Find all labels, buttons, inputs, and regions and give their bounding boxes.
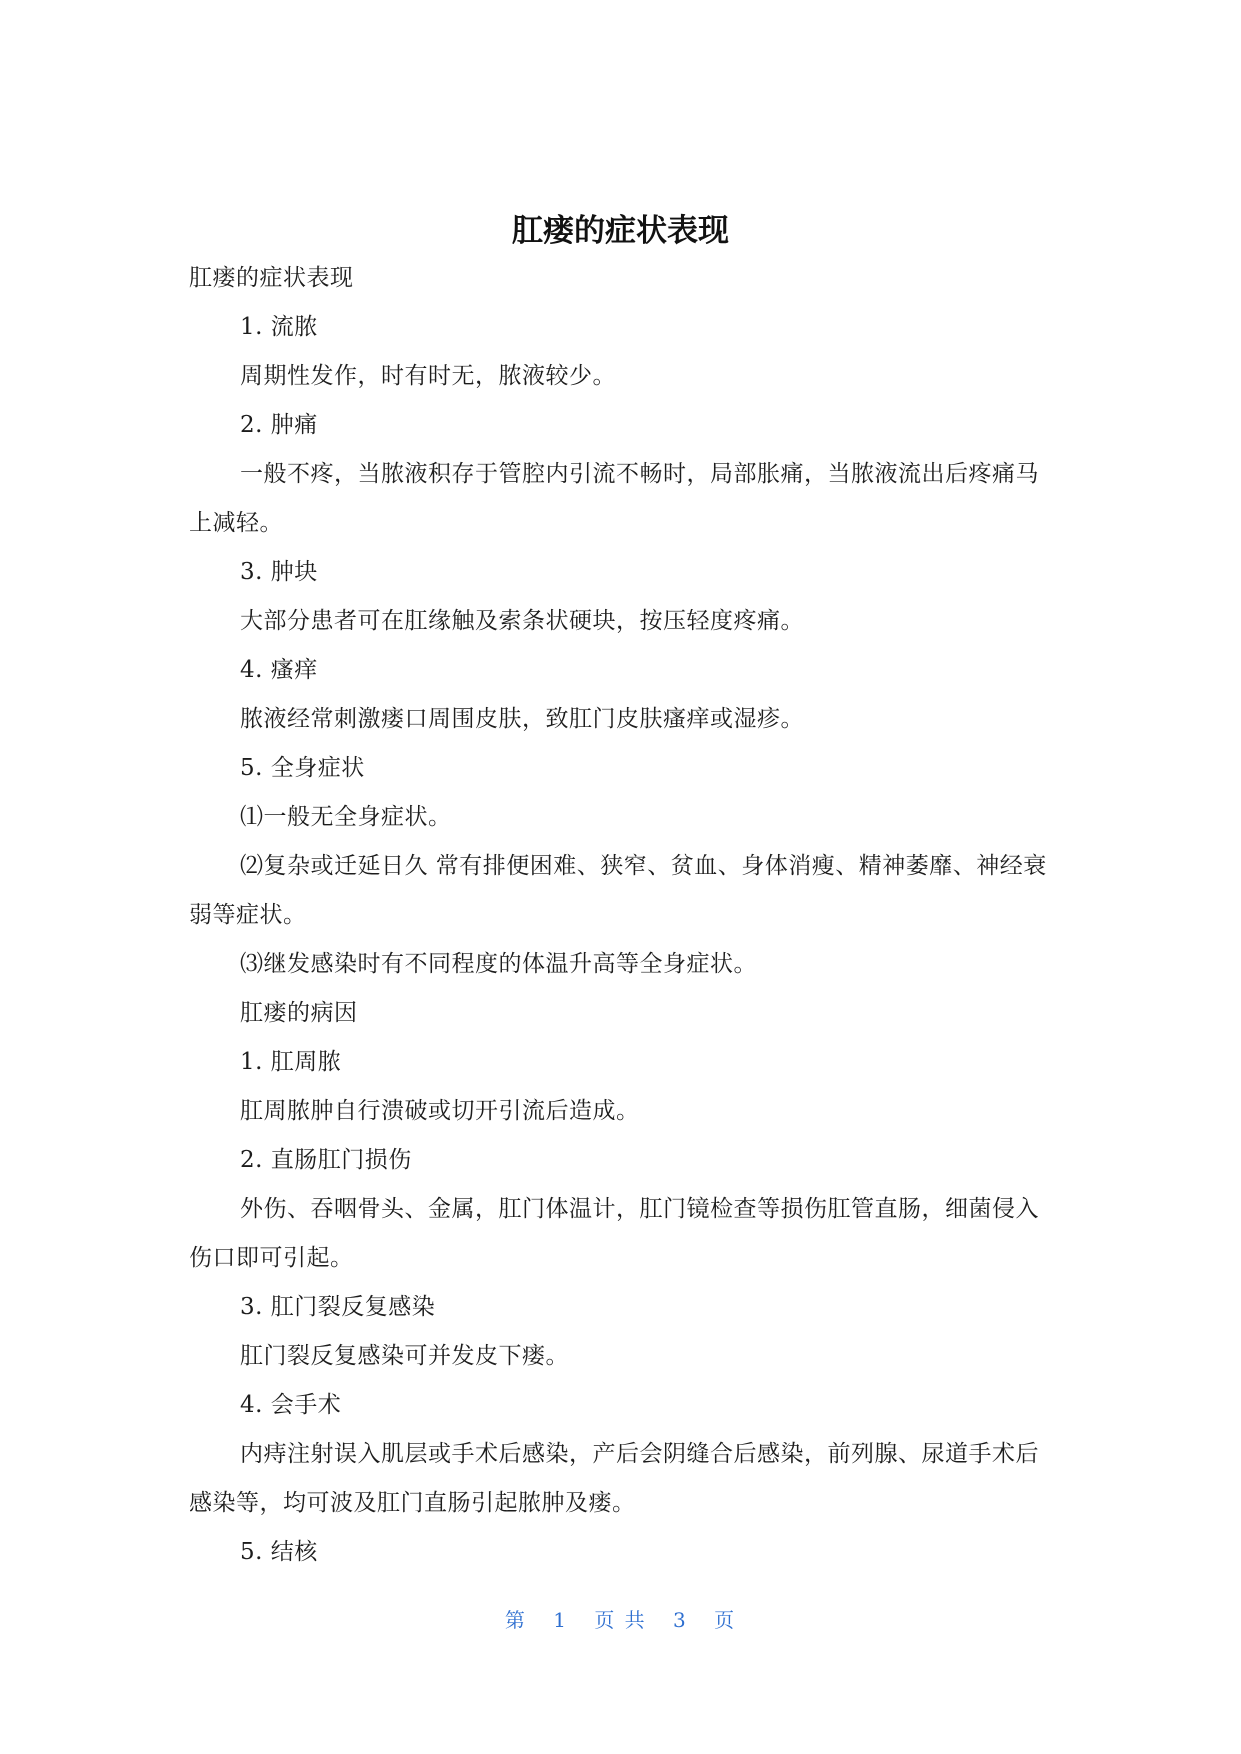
paragraph-1: 1. 流脓 <box>240 314 318 340</box>
paragraph-4: 一般不疼，当脓液积存于管腔内引流不畅时，局部胀痛，当脓液流出后疼痛马上减轻。 <box>189 461 1039 536</box>
footer-current-page: 1 <box>553 1608 568 1632</box>
document-body <box>189 254 1049 1577</box>
footer-total-pages: 3 <box>673 1608 688 1632</box>
paragraph-11: ⑵复杂或迁延日久 常有排便困难、狭窄、贫血、身体消瘦、精神萎靡、神经衰弱等症状。 <box>189 853 1047 928</box>
page-title: 肛瘘的症状表现 <box>512 212 729 249</box>
paragraph-10: ⑴一般无全身症状。 <box>240 804 452 830</box>
paragraph-14: 1. 肛周脓 <box>240 1049 342 1075</box>
paragraph-22: 5. 结核 <box>240 1539 318 1565</box>
paragraph-0: 肛瘘的症状表现 <box>189 265 354 291</box>
paragraph-3: 2. 肿痛 <box>240 412 318 438</box>
footer-of-label: 页 共 <box>594 1608 647 1632</box>
footer-end-label: 页 <box>714 1608 737 1632</box>
footer-page-label: 第 <box>504 1608 527 1632</box>
paragraph-7: 4. 瘙痒 <box>240 657 318 683</box>
paragraph-20: 4. 会手术 <box>240 1392 342 1418</box>
paragraph-5: 3. 肿块 <box>240 559 318 585</box>
page-footer <box>0 1606 1241 1634</box>
paragraph-9: 5. 全身症状 <box>240 755 365 781</box>
paragraph-17: 外伤、吞咽骨头、金属，肛门体温计，肛门镜检查等损伤肛管直肠，细菌侵入伤口即可引起。 <box>189 1196 1039 1271</box>
paragraph-19: 肛门裂反复感染可并发皮下瘘。 <box>240 1343 569 1369</box>
paragraph-15: 肛周脓肿自行溃破或切开引流后造成。 <box>240 1098 640 1124</box>
paragraph-18: 3. 肛门裂反复感染 <box>240 1294 436 1320</box>
paragraph-8: 脓液经常刺激瘘口周围皮肤，致肛门皮肤瘙痒或湿疹。 <box>240 706 804 732</box>
paragraph-2: 周期性发作，时有时无，脓液较少。 <box>240 363 616 389</box>
paragraph-6: 大部分患者可在肛缘触及索条状硬块，按压轻度疼痛。 <box>240 608 804 634</box>
paragraph-16: 2. 直肠肛门损伤 <box>240 1147 412 1173</box>
paragraph-12: ⑶继发感染时有不同程度的体温升高等全身症状。 <box>240 951 757 977</box>
paragraph-21: 内痔注射误入肌层或手术后感染，产后会阴缝合后感染，前列腺、尿道手术后感染等，均可波及肛门直肠引起脓肿及瘘。 <box>189 1441 1039 1516</box>
paragraph-13: 肛瘘的病因 <box>240 1000 358 1026</box>
